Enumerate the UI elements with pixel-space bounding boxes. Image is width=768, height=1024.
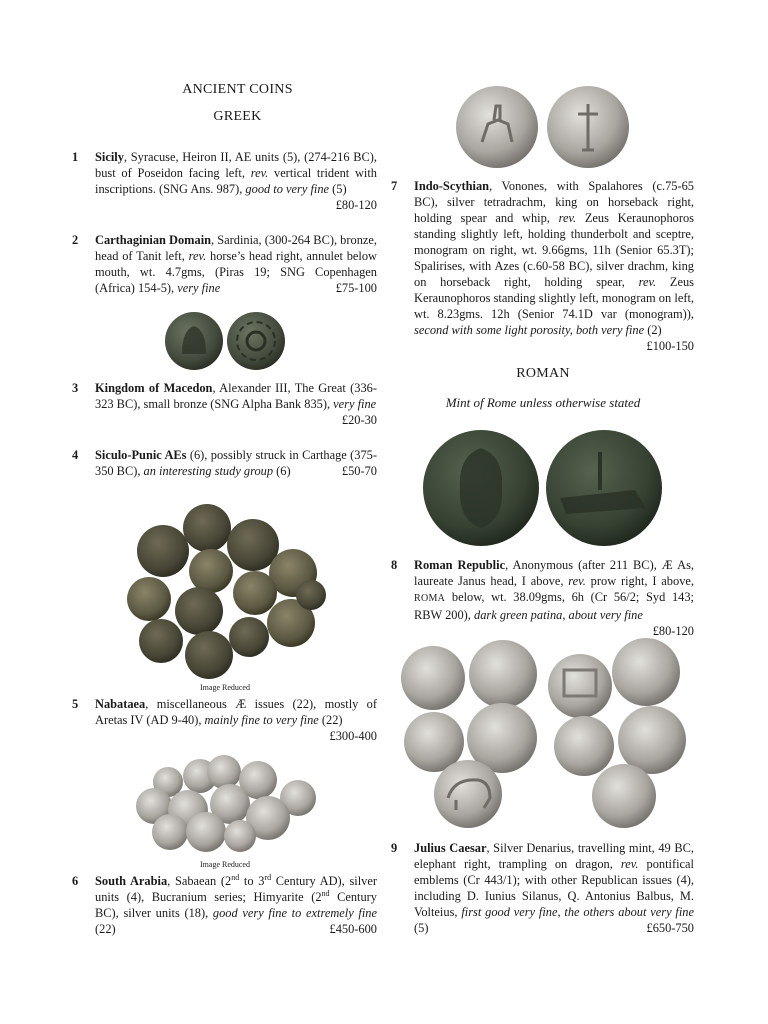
lot-estimate: £300-400 [329, 729, 377, 743]
lot-number: 6 [72, 874, 79, 888]
lot-7: 7 Indo-Scythian, Vonones, with Spalahores (c.75-65 BC), silver tetradrachm, king on horseback right, holding spear and whip, rev. Zeus Keraunophoros standing slightly left, holding thunderbolt and sceptre, monogram on right, wt. 9.66gms, 11h (Senior 65.3T); Spalirises, with Azes (c.60-58 BC), silver drachm, king on horseback right, holding spear, rev. Zeus Keraunophoros standing slightly left, monogram on left, wt. 8.23gms. 12h (Senior 74.1D var (monogram)), second with some light porosity, both very fine (2) £100-150 [391, 179, 694, 353]
lot-title: Sicily [95, 150, 124, 164]
lot-estimate: £75-100 [335, 281, 377, 295]
lot-6-coin-image [130, 754, 320, 854]
lot-number: 4 [72, 448, 79, 462]
section-greek: GREEK [213, 109, 262, 124]
lot-estimate: £80-120 [335, 198, 377, 212]
lot-title: Kingdom of Macedon [95, 381, 213, 395]
lot-title: Julius Caesar [414, 841, 487, 855]
lot-2: 2 Carthaginian Domain, Sardinia, (300-264 BC), bronze, head of Tanit left, rev. horse’s head right, annulet below mouth, wt. 4.7gms, (Piras 19; SNG Copenhagen (Africa) 154-5), very fine £75-100 [72, 233, 377, 295]
lot-estimate: £50-70 [341, 464, 377, 478]
lot-number: 9 [391, 841, 398, 855]
lot-title: Carthaginian Domain [95, 233, 212, 247]
lot-title: Indo-Scythian [414, 179, 490, 193]
lot-5: 5 Nabataea, miscellaneous Æ issues (22), mostly of Aretas IV (AD 9-40), mainly fine to very fine (22) £300-400 [72, 697, 377, 743]
coin-obverse [456, 86, 538, 168]
lot-number: 7 [391, 179, 398, 193]
lot-3: 3 Kingdom of Macedon, Alexander III, The Great (336-323 BC), small bronze (SNG Alpha Bank 835), very fine £20-30 [72, 381, 377, 427]
prow-reverse [546, 430, 662, 546]
lot-estimate: £20-30 [341, 413, 377, 427]
lot-number: 2 [72, 233, 79, 247]
lot-number: 1 [72, 150, 79, 164]
coin-pile [136, 755, 316, 852]
lot-4: 4 Siculo-Punic AEs (6), possibly struck in Carthage (375-350 BC), an interesting study group (6) £50-70 [72, 448, 378, 478]
roman-subheading: Mint of Rome unless otherwise stated [445, 395, 641, 410]
lot-number: 8 [391, 558, 398, 572]
lot-number: 5 [72, 697, 79, 711]
lot-7-coin-image [454, 84, 634, 170]
page-title: ANCIENT COINS [182, 82, 293, 97]
lot-estimate: £450-600 [329, 922, 377, 936]
lot-estimate: £100-150 [646, 339, 694, 353]
denarii-group [401, 638, 686, 828]
image-reduced-caption-2: Image Reduced [200, 860, 250, 869]
lot-1: 1 Sicily, Syracuse, Heiron II, AE units (5), (274-216 BC), bust of Poseidon facing left, rev. vertical trident with inscriptions. (SNG Ans. 987), good to very fine (5) £80-120 [72, 150, 377, 212]
lot-6: 6 South Arabia, Sabaean (2nd to 3rd Century AD), silver units (4), Bucranium series; Himyarite (2nd Century BC), silver units (18), good very fine to extremely fine (22) £450-600 [72, 872, 377, 936]
lot-8: 8 Roman Republic, Anonymous (after 211 BC), Æ As, laureate Janus head, I above, rev. prow right, I above, ROMA below, wt. 38.09gms, 6h (Cr 56/2; Syd 143; RBW 200), dark green patina, about very fine £80-120 [391, 558, 695, 638]
lot-title: Nabataea [95, 697, 146, 711]
image-reduced-caption-1: Image Reduced [200, 683, 250, 692]
lot-title: Siculo-Punic AEs [95, 448, 187, 462]
lot-title: South Arabia [95, 874, 168, 888]
lot-5-coin-image [125, 503, 330, 681]
coin-reverse [227, 312, 285, 370]
lot-9: 9 Julius Caesar, Silver Denarius, travelling mint, 49 BC, elephant right, trampling on dragon, rev. pontifical emblems (Cr 443/1); with other Republican issues (4), including D. Iunius Silanus, Q. Antonius Balbus, M. Volteius, first good very fine, the others about very fine (5) £650-750 [391, 841, 694, 935]
lot-8-coin-image [420, 428, 666, 548]
lot-2-coin-image [160, 310, 290, 372]
lot-estimate: £80-120 [652, 624, 694, 638]
lot-estimate: £650-750 [646, 921, 694, 935]
section-roman: ROMAN [516, 366, 570, 381]
lot-title: Roman Republic [414, 558, 506, 572]
coin-pile [127, 504, 326, 679]
lot-number: 3 [72, 381, 79, 395]
lot-9-coin-image [398, 638, 688, 830]
